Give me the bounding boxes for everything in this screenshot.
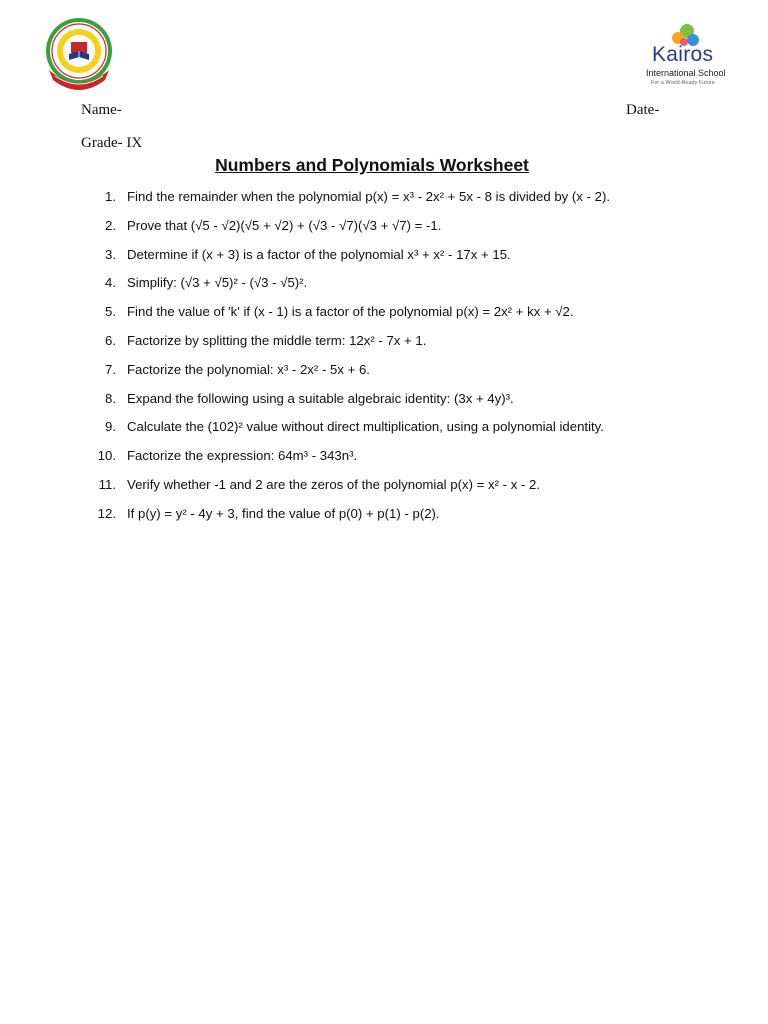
- question-text: If p(y) = y² - 4y + 3, find the value of p(0) + p(1) - p(2).: [127, 505, 440, 521]
- question-number: 5.: [105, 304, 116, 320]
- question-item: [0, 273, 768, 302]
- question-item: [0, 187, 768, 216]
- school-logo-subtitle: International School: [646, 68, 726, 78]
- question-item: [0, 389, 768, 418]
- question-number: 2.: [105, 217, 116, 233]
- grade-field-label: Grade- IX: [81, 135, 143, 151]
- question-number: 6.: [105, 332, 116, 348]
- school-logo-wordmark: Kairos: [652, 43, 714, 66]
- question-number: 10.: [97, 448, 116, 464]
- question-item: [0, 216, 768, 245]
- question-number: 3.: [105, 246, 116, 262]
- question-list: [0, 187, 768, 533]
- question-item: [0, 504, 768, 533]
- question-text: Factorize the expression: 64m³ - 343n³.: [127, 448, 358, 464]
- question-text: Expand the following using a suitable algebraic identity: (3x + 4y)³.: [127, 390, 514, 406]
- question-number: 7.: [105, 361, 116, 377]
- question-number: 1.: [105, 189, 116, 204]
- question-text: Factorize by splitting the middle term: 12x² - 7x + 1.: [127, 332, 427, 348]
- date-field-label: Date-: [626, 102, 660, 118]
- question-item: [0, 245, 768, 274]
- question-text: Find the remainder when the polynomial p(x) = x³ - 2x² + 5x - 8 is divided by (x - 2).: [127, 189, 611, 204]
- question-text: Factorize the polynomial: x³ - 2x² - 5x + 6.: [127, 361, 370, 377]
- question-item: [0, 302, 768, 331]
- question-item: [0, 417, 768, 446]
- question-number: 8.: [105, 390, 116, 406]
- question-item: [0, 331, 768, 360]
- school-board-seal-icon: [43, 16, 115, 92]
- name-field-label: Name-: [81, 102, 122, 118]
- question-text: Prove that (√5 - √2)(√5 + √2) + (√3 - √7)(√3 + √7) = -1.: [127, 217, 442, 233]
- question-text: Calculate the (102)² value without direct multiplication, using a polynomial identity.: [127, 419, 604, 435]
- question-number: 9.: [105, 419, 116, 435]
- question-item: [0, 360, 768, 389]
- school-logo: [640, 22, 736, 90]
- school-logo-tagline: For a World-Ready Future: [651, 80, 715, 86]
- question-number: 11.: [98, 476, 116, 492]
- question-text: Find the value of 'k' if (x - 1) is a factor of the polynomial p(x) = 2x² + kx + √2.: [127, 304, 574, 320]
- question-number: 12.: [97, 505, 116, 521]
- question-item: [0, 475, 768, 504]
- page-title: Numbers and Polynomials Worksheet: [215, 155, 529, 175]
- question-text: Determine if (x + 3) is a factor of the polynomial x³ + x² - 17x + 15.: [127, 246, 511, 262]
- question-text: Verify whether -1 and 2 are the zeros of the polynomial p(x) = x² - x - 2.: [127, 476, 541, 492]
- question-text: Simplify: (√3 + √5)² - (√3 - √5)².: [127, 275, 308, 291]
- question-item: [0, 446, 768, 475]
- question-number: 4.: [105, 275, 116, 291]
